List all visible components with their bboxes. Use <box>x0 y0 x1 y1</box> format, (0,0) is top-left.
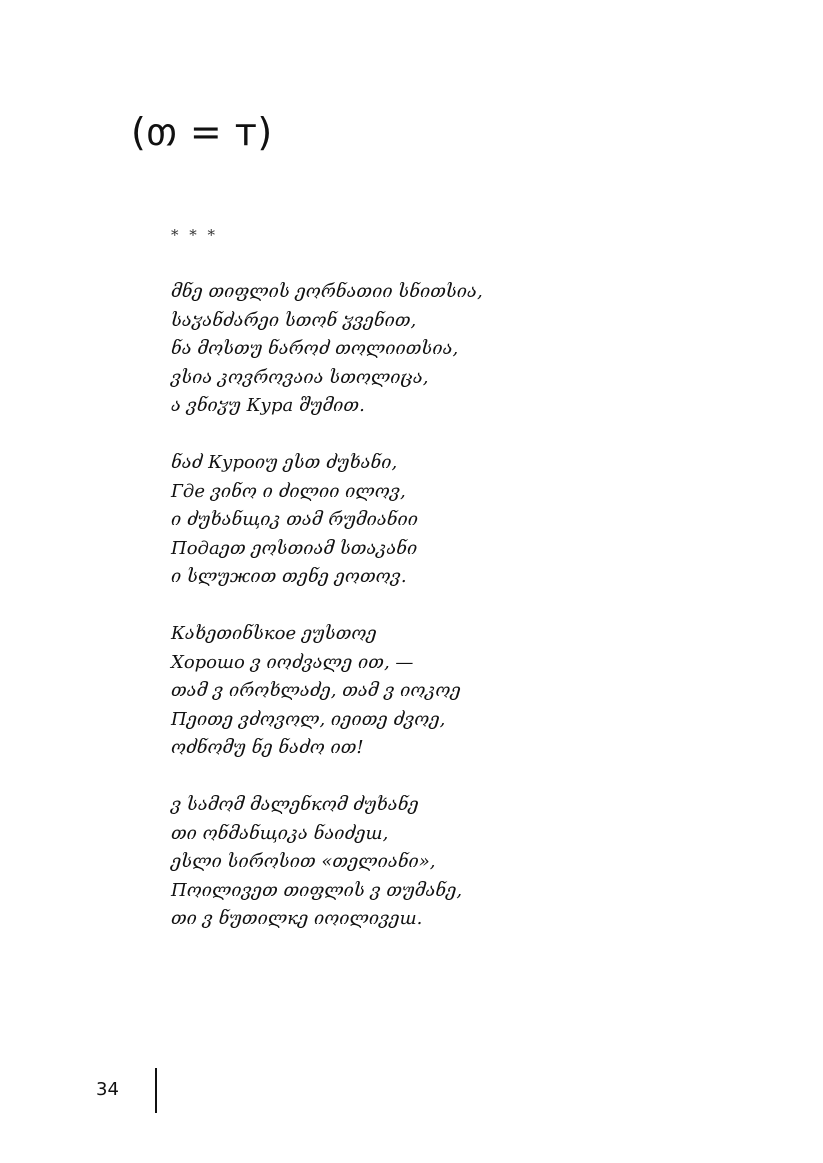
poem-line: Где ვინო ი ძილიი ილოვ, <box>171 480 406 502</box>
poem-line: Пოილივეთ თიფლის ვ თუმანე, <box>171 879 463 901</box>
poem-line: Пეითე ვძოვოლ, იეითე ძვოე, <box>171 708 446 730</box>
poem-line: საჳანძარეი სთონ ჳვენით, <box>171 309 417 331</box>
poem-line: ი ძუხანщიკ თამ რუმიანიი <box>171 509 418 530</box>
stanza-2 <box>171 449 791 592</box>
footer-divider <box>155 1068 157 1113</box>
poem-line: ა ვნიჳუ Кура შუმით. <box>171 395 365 416</box>
poem-line: ვსია კოვროვაია სთოლიცა, <box>171 366 429 388</box>
page-heading: (თ = т) <box>131 110 273 154</box>
poem-line: თი ონმანщიკა ნაიძეш, <box>171 822 389 844</box>
poem-line: ესლი სიროსით «თელიანი», <box>171 851 436 872</box>
poem-line: ნა მოსთუ ნაროძ თოლიითსია, <box>171 338 459 359</box>
stanza-1 <box>171 278 791 421</box>
poem-line: თამ ვ იროხლაძე, თამ ვ იოკოე <box>171 680 461 701</box>
stanza-4 <box>171 791 791 934</box>
poem-line: ნაძ Куроიუ ესთ ძუხანი, <box>171 452 398 473</box>
page-footer <box>0 1068 823 1118</box>
poem-line: ოძნომუ ნე ნაძო ით! <box>171 737 364 758</box>
poem-line: Подаეთ ეოსთიამ სთაკანი <box>171 537 418 559</box>
poem <box>171 221 791 962</box>
poem-line: ი სლუжით თენე ეოთოვ. <box>171 566 407 587</box>
stanza-3 <box>171 620 791 763</box>
poem-line: Хорошо ვ იოძვალე ით, — <box>171 651 414 673</box>
stanza-separator: * * * <box>171 226 219 244</box>
poem-line: თი ვ ნუთილкე იოილივეш. <box>171 908 423 929</box>
poem-line: მნე თიფლის ეორნათიი სნითსია, <box>171 281 483 302</box>
poem-line: ვ სამომ მალენкომ ძუხანე <box>171 794 419 815</box>
poem-line: Кახეთინსкое ეუსთოე <box>171 623 377 644</box>
page-number: 34 <box>96 1079 119 1100</box>
